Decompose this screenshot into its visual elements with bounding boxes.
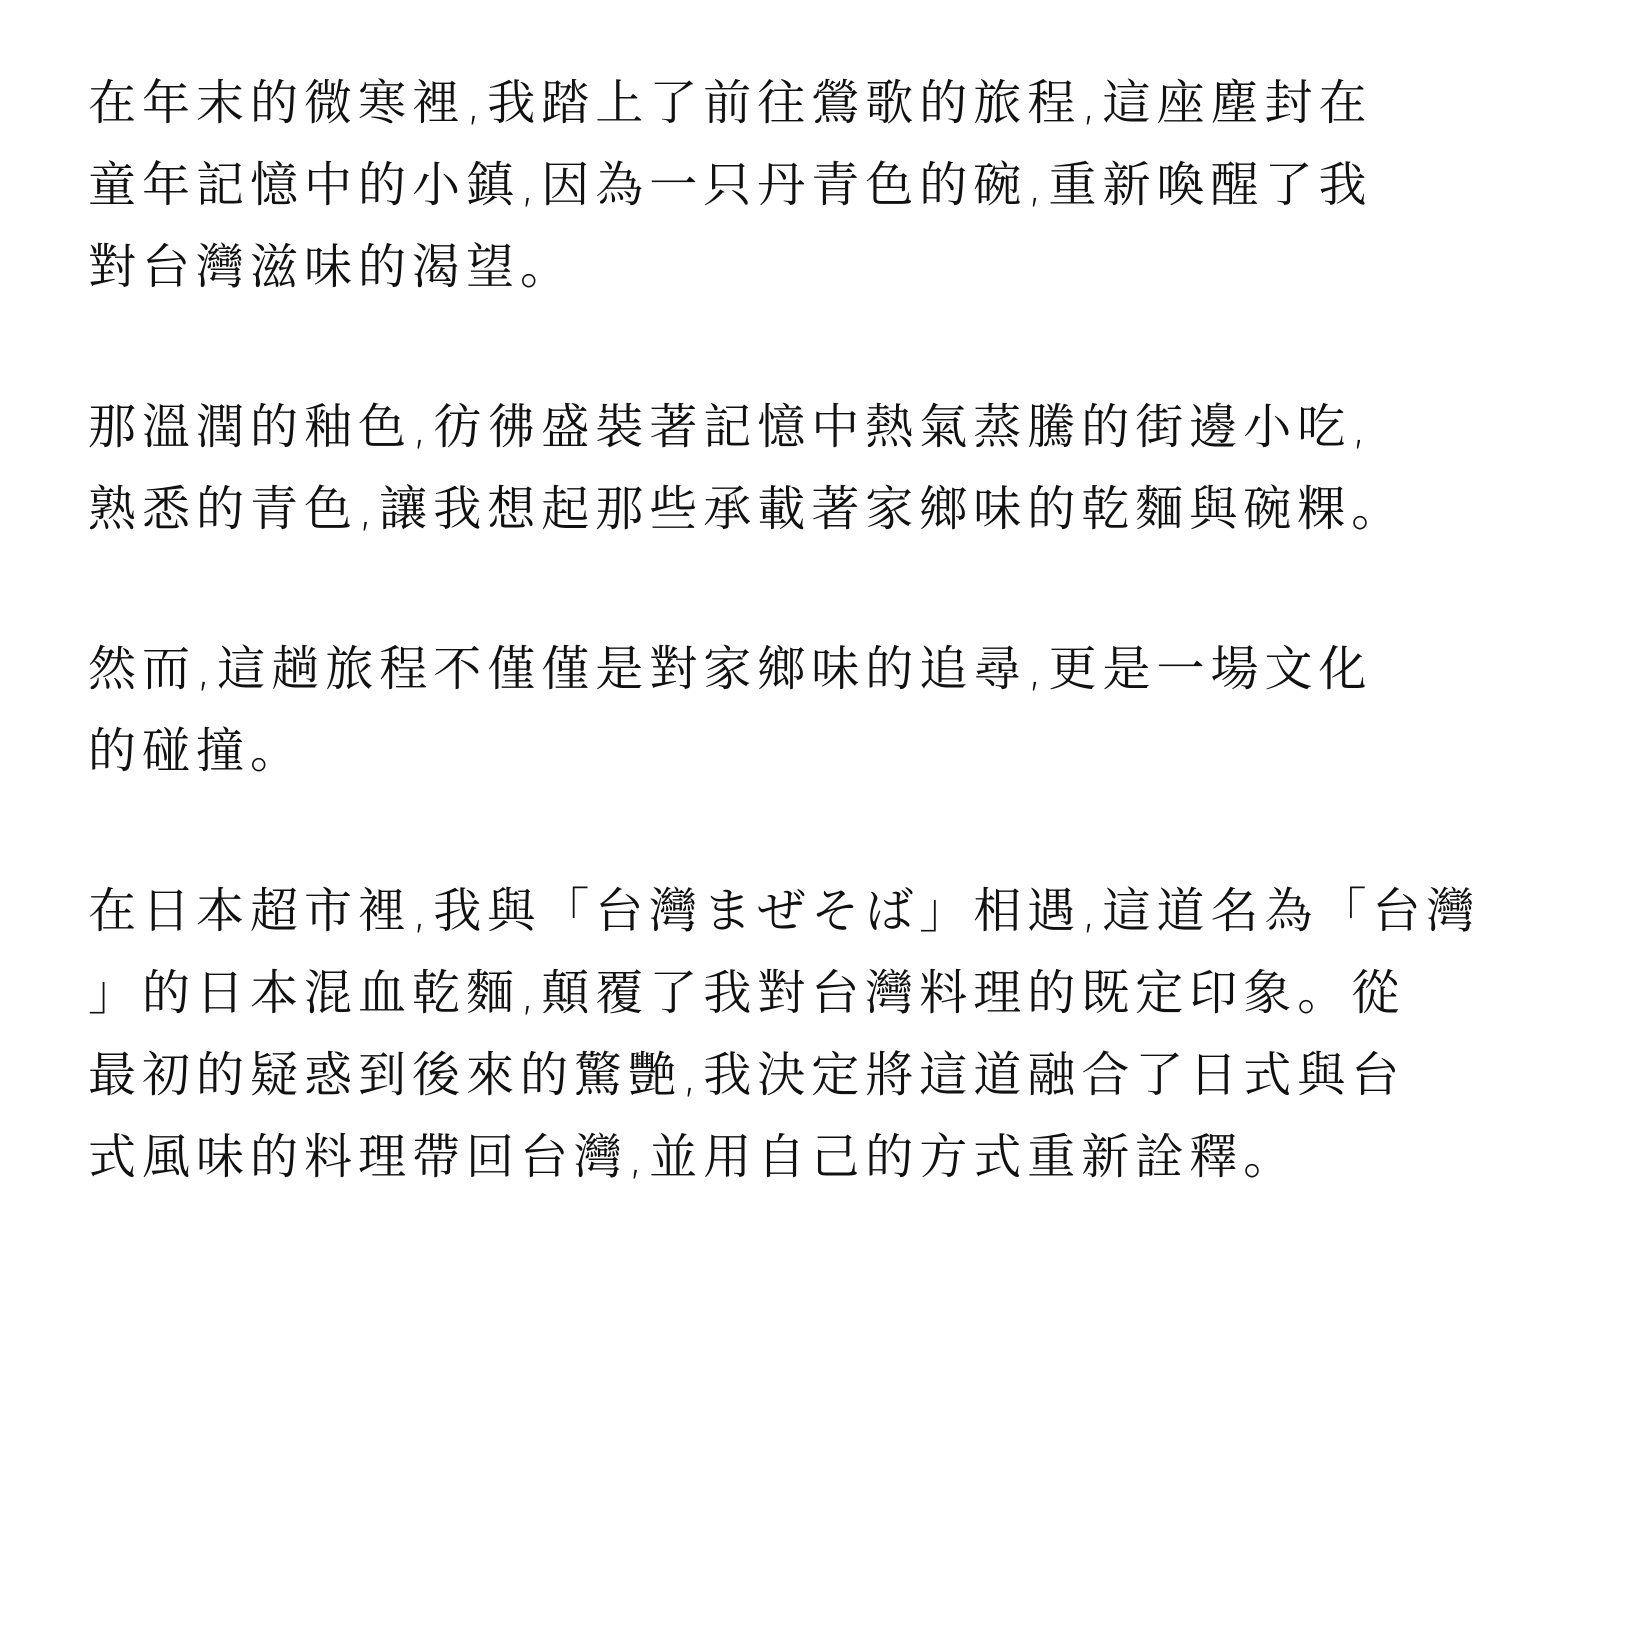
paragraph-1 [88, 62, 1558, 308]
text-line: 」的日本混血乾麵,顛覆了我對台灣料理的既定印象。從 [88, 965, 1406, 1021]
paragraph-2 [88, 386, 1558, 550]
text-line: 對台灣滋味的渴望。 [88, 239, 575, 295]
text-line: 熟悉的青色,讓我想起那些承載著家鄉味的乾麵與碗粿。 [88, 481, 1406, 537]
text-line: 童年記憶中的小鎮,因為一只丹青色的碗,重新喚醒了我 [88, 157, 1373, 213]
text-line: 然而,這趟旅程不僅僅是對家鄉味的追尋,更是一場文化 [88, 641, 1373, 697]
text-line: 在年末的微寒裡,我踏上了前往鶯歌的旅程,這座塵封在 [88, 75, 1373, 131]
article-body [88, 62, 1558, 1276]
paragraph-3 [88, 628, 1558, 792]
text-line: 的碰撞。 [88, 723, 305, 779]
text-line: 那溫潤的釉色,彷彿盛裝著記憶中熱氣蒸騰的街邊小吃, [88, 399, 1373, 455]
text-line: 最初的疑惑到後來的驚艷,我決定將這道融合了日式與台 [88, 1047, 1406, 1103]
text-line: 式風味的料理帶回台灣,並用自己的方式重新詮釋。 [88, 1129, 1298, 1185]
paragraph-4 [88, 870, 1558, 1198]
text-line: 在日本超市裡,我與「台灣まぜそば」相遇,這道名為「台灣 [88, 883, 1481, 939]
